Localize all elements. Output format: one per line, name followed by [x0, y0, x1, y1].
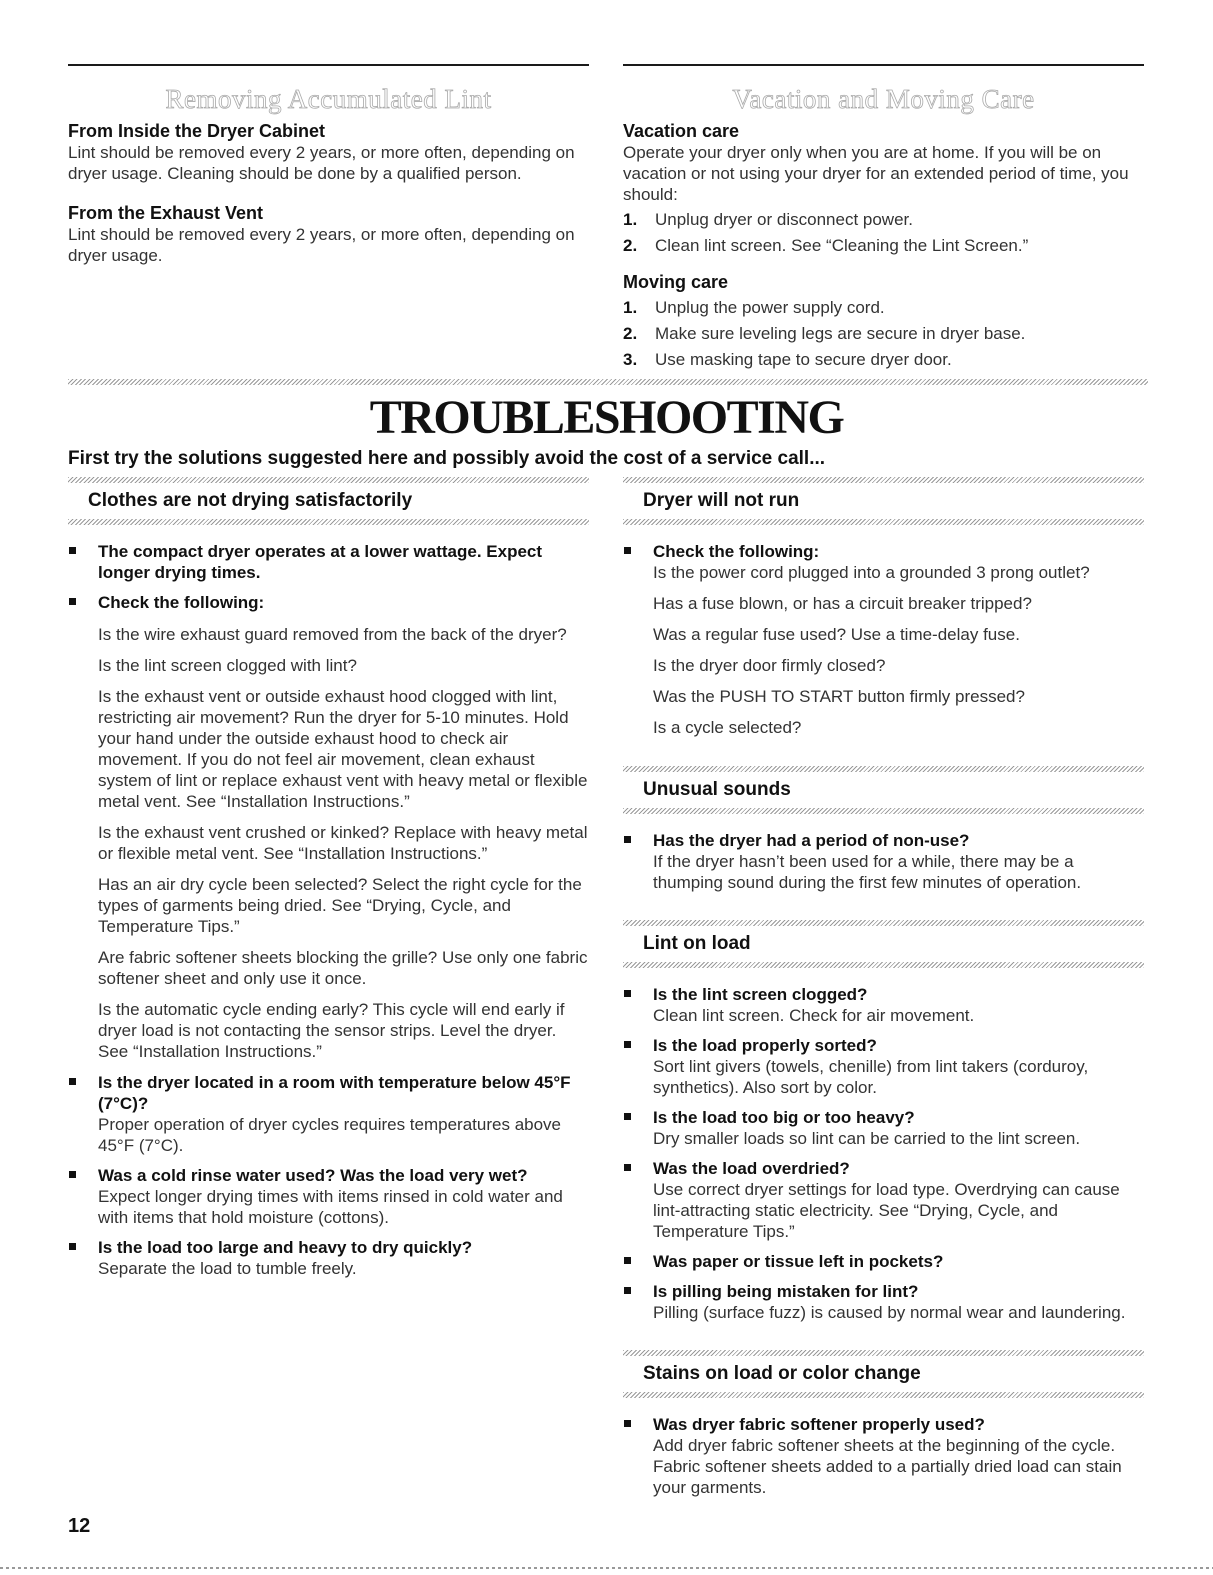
answer: If the dryer hasn’t been used for a while, there may be a thumping sound during the first few minutes of operation. [653, 852, 1082, 892]
vacation-section [623, 64, 1144, 375]
solutions-list [623, 830, 1144, 893]
list-item [68, 541, 589, 583]
bullet-icon [624, 1257, 631, 1264]
solutions-list [623, 984, 1144, 1323]
question: Check the following: [653, 542, 820, 561]
list-item [68, 1165, 589, 1228]
problem-header [623, 477, 1144, 525]
vent-heading: From the Exhaust Vent [68, 203, 264, 223]
right-column [623, 477, 1144, 1507]
answer: Expect longer drying times with items rinsed in cold water and with items that hold moisture (cottons). [98, 1187, 563, 1227]
solutions-list [68, 541, 589, 1279]
moving-steps [623, 297, 1144, 370]
answer: Proper operation of dryer cycles requires temperatures above 45°F (7°C). [98, 1115, 562, 1155]
question: Was dryer fabric softener properly used? [653, 1415, 985, 1434]
answer: Add dryer fabric softener sheets at the beginning of the cycle. Fabric softener sheets added to a partially dried load can stain your garments. [653, 1436, 1122, 1497]
answer: Separate the load to tumble freely. [98, 1259, 357, 1278]
question: Was the load overdried? [653, 1159, 850, 1178]
bullet-icon [624, 547, 631, 554]
question: Was a cold rinse water used? Was the load very wet? [98, 1166, 528, 1185]
list-item [623, 830, 1144, 893]
bullet-icon [624, 1164, 631, 1171]
problem-header [623, 1350, 1144, 1398]
check-item: Is a cycle selected? [653, 718, 802, 737]
check-item: Was a regular fuse used? Use a time-delay fuse. [653, 625, 1020, 644]
problem-header [623, 766, 1144, 814]
problem-header [623, 920, 1144, 968]
list-item [68, 1237, 589, 1279]
check-item: Is the exhaust vent crushed or kinked? Replace with heavy metal or flexible metal vent. See “Installation Instructions.” [98, 823, 588, 863]
problem-title: Stains on load or color change [643, 1363, 921, 1384]
question: Is the lint screen clogged? [653, 985, 868, 1004]
vacation-section-title: Vacation and Moving Care [732, 84, 1035, 114]
list-item [623, 1158, 1144, 1242]
answer: Clean lint screen. Check for air movement. [653, 1006, 975, 1025]
problem-title: Dryer will not run [643, 490, 800, 511]
section-divider [68, 379, 1148, 385]
list-item [623, 1281, 1144, 1323]
bullet-icon [624, 836, 631, 843]
problem-title: Clothes are not drying satisfactorily [88, 490, 413, 511]
bullet-icon [624, 1420, 631, 1427]
solutions-list [623, 541, 1144, 738]
question: Is the dryer located in a room with temperature below 45°F (7°C)? [98, 1073, 571, 1113]
list-item [623, 984, 1144, 1026]
solutions-list [623, 1414, 1144, 1498]
footer-divider [0, 1567, 1213, 1569]
answer: Use correct dryer settings for load type. Overdrying can cause lint-attracting static electricity. See “Drying, Cycle, and Temperature Tips.” [653, 1180, 1120, 1241]
check-item: Has an air dry cycle been selected? Select the right cycle for the types of garments being dried. See “Drying, Cycle, and Temperature Tips.” [98, 875, 582, 936]
lint-section [68, 64, 589, 266]
list-item [623, 1414, 1144, 1498]
bullet-icon [624, 1041, 631, 1048]
problem-title: Lint on load [643, 933, 751, 954]
question: Is the load too large and heavy to dry quickly? [98, 1238, 473, 1257]
moving-heading: Moving care [623, 272, 729, 292]
list-item [68, 1072, 589, 1156]
page-title: TROUBLESHOOTING [369, 391, 844, 444]
bullet-icon [69, 1243, 76, 1250]
bullet-icon [69, 1078, 76, 1085]
list-item [623, 1107, 1144, 1149]
check-item: Are fabric softener sheets blocking the grille? Use only one fabric softener sheet and only use it once. [98, 948, 588, 988]
bullet-icon [624, 990, 631, 997]
question: The compact dryer operates at a lower wattage. Expect longer drying times. [98, 542, 543, 582]
problem-title: Unusual sounds [643, 779, 791, 800]
answer: Pilling (surface fuzz) is caused by normal wear and laundering. [653, 1303, 1126, 1322]
check-item: Is the wire exhaust guard removed from the back of the dryer? [98, 625, 567, 644]
lint-section-title: Removing Accumulated Lint [165, 84, 492, 114]
list-item: 3. Use masking tape to secure dryer door. [623, 350, 952, 369]
question: Check the following: [98, 593, 265, 612]
check-item: Is the dryer door firmly closed? [653, 656, 886, 675]
problem-header [68, 477, 589, 525]
check-item: Is the lint screen clogged with lint? [98, 656, 357, 675]
list-item [623, 541, 1144, 738]
bullet-icon [69, 1171, 76, 1178]
cabinet-text: Lint should be removed every 2 years, or more often, depending on dryer usage. Cleaning should be done by a qualified person. [68, 143, 575, 183]
question: Is the load too big or too heavy? [653, 1108, 915, 1127]
list-item: 2. Clean lint screen. See “Cleaning the Lint Screen.” [623, 236, 1029, 255]
list-item [68, 592, 589, 1062]
vacation-heading: Vacation care [623, 121, 740, 141]
list-item: 1. Unplug the power supply cord. [623, 298, 885, 317]
list-item: 2. Make sure leveling legs are secure in dryer base. [623, 324, 1026, 343]
check-item: Was the PUSH TO START button firmly pressed? [653, 687, 1025, 706]
bullet-icon [69, 547, 76, 554]
vacation-text: Operate your dryer only when you are at home. If you will be on vacation or not using your dryer for an extended period of time, you should: [623, 143, 1129, 204]
check-item: Is the power cord plugged into a grounded 3 prong outlet? [653, 563, 1090, 582]
check-item: Has a fuse blown, or has a circuit breaker tripped? [653, 594, 1032, 613]
question: Has the dryer had a period of non-use? [653, 831, 970, 850]
cabinet-heading: From Inside the Dryer Cabinet [68, 121, 326, 141]
list-item [623, 1251, 1144, 1272]
vent-text: Lint should be removed every 2 years, or more often, depending on dryer usage. [68, 225, 575, 265]
page-number: 12 [68, 1515, 91, 1537]
answer: Sort lint givers (towels, chenille) from lint takers (corduroy, synthetics). Also sort by color. [653, 1057, 1089, 1097]
bullet-icon [624, 1113, 631, 1120]
intro-text: First try the solutions suggested here and possibly avoid the cost of a service call... [68, 448, 826, 469]
list-item: 1. Unplug dryer or disconnect power. [623, 210, 913, 229]
answer: Dry smaller loads so lint can be carried to the lint screen. [653, 1129, 1081, 1148]
vacation-steps [623, 209, 1144, 256]
left-column [68, 477, 589, 1288]
question: Is pilling being mistaken for lint? [653, 1282, 919, 1301]
question: Is the load properly sorted? [653, 1036, 877, 1055]
check-item: Is the exhaust vent or outside exhaust hood clogged with lint, restricting air movement? Run the dryer for 5-10 minutes. Hold your hand under the outside exhaust hood to check air movement. If you do not feel air movement, clean exhaust system of lint or replace exhaust vent with heavy metal or flexible metal vent. See “Installation Instructions.” [98, 687, 588, 811]
bullet-icon [624, 1287, 631, 1294]
question: Was paper or tissue left in pockets? [653, 1252, 944, 1271]
bullet-icon [69, 598, 76, 605]
list-item [623, 1035, 1144, 1098]
check-item: Is the automatic cycle ending early? This cycle will end early if dryer load is not contacting the sensor strips. Level the dryer. See “Installation Instructions.” [98, 1000, 565, 1061]
section-rule [68, 64, 589, 66]
section-rule [623, 64, 1144, 66]
